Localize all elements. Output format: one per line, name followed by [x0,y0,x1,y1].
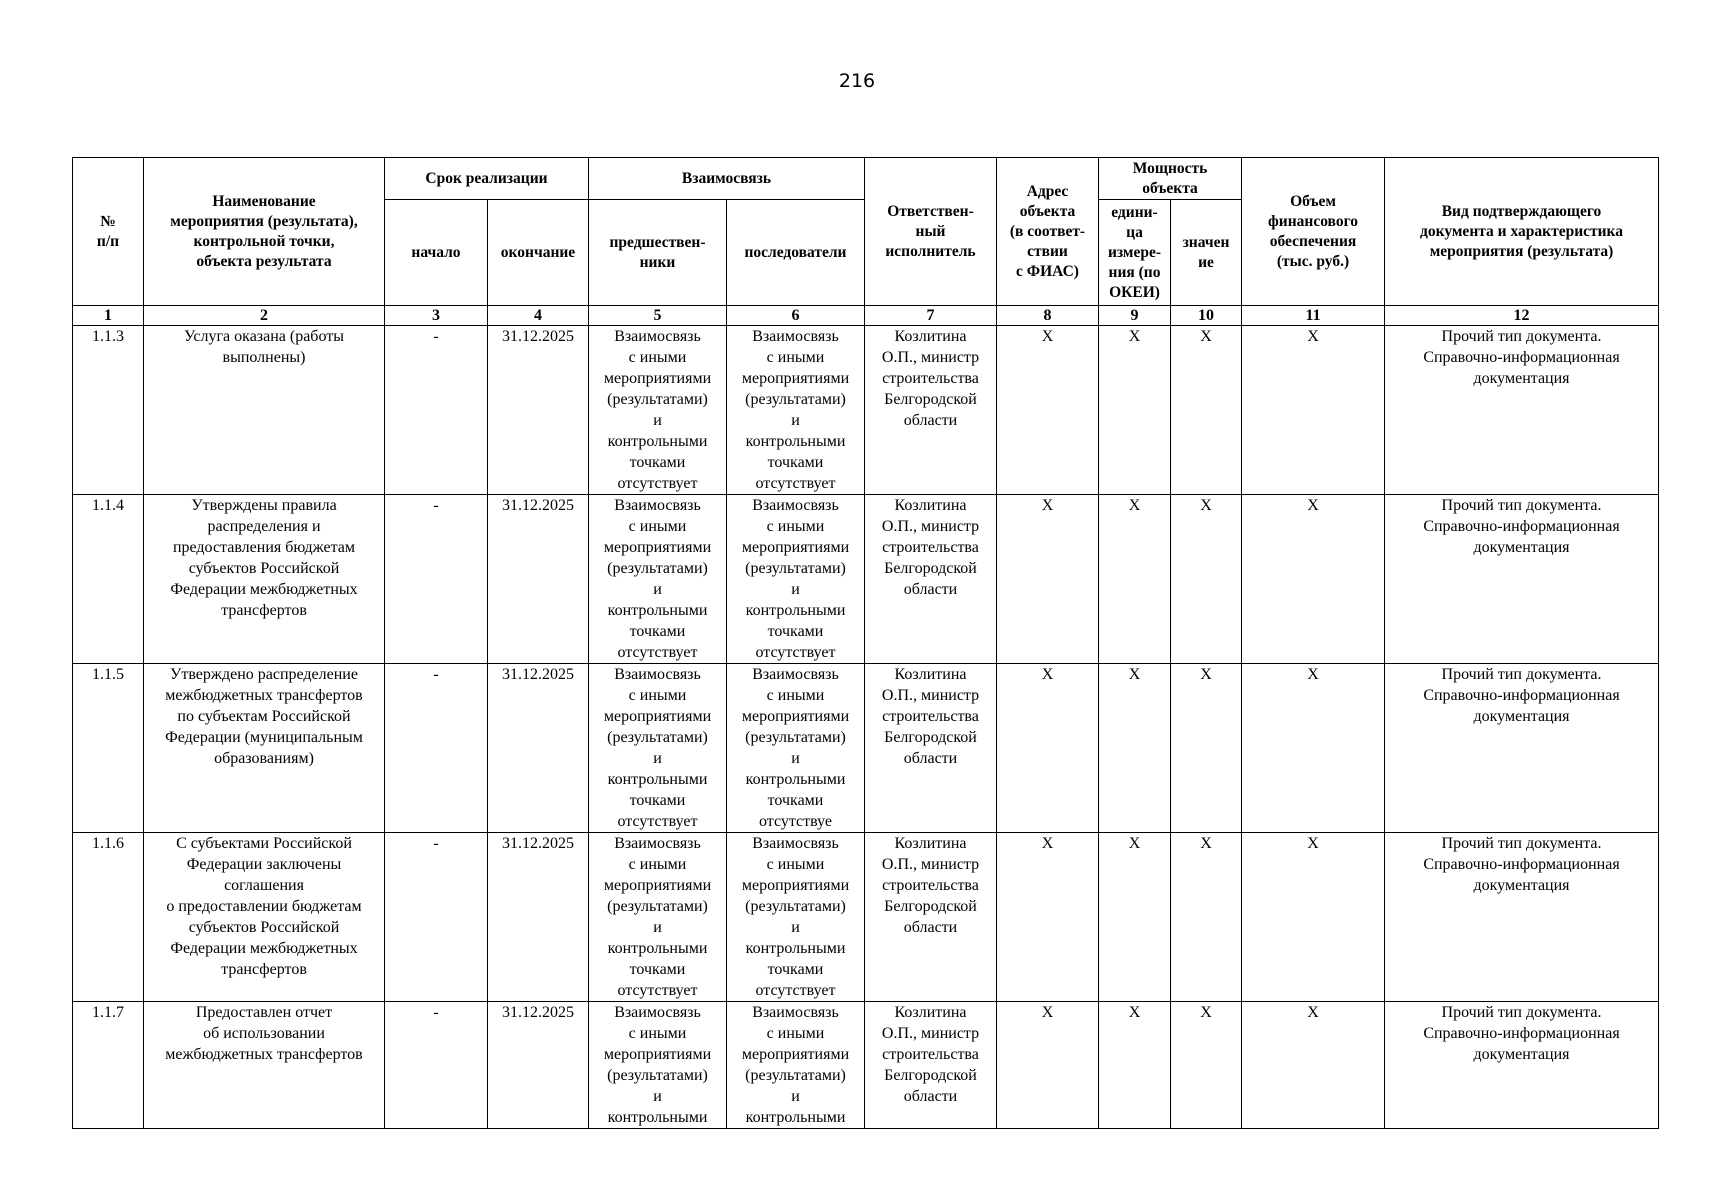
column-number: 5 [589,306,727,326]
column-number: 6 [727,306,865,326]
row-start: - [385,326,488,495]
row-value: X [1171,664,1242,833]
row-finance: X [1242,833,1385,1002]
header-finance: Объем финансового обеспечения (тыс. руб.) [1242,158,1385,306]
column-number: 4 [488,306,589,326]
row-doc: Прочий тип документа. Справочно-информационная документация [1385,1002,1659,1129]
row-end: 31.12.2025 [488,833,589,1002]
header-doc-type: Вид подтверждающего документа и характеристика мероприятия (результата) [1385,158,1659,306]
row-successors: Взаимосвязь с иными мероприятиями (результатами) и контрольными точками отсутствует [727,833,865,1002]
row-name: С субъектами Российской Федерации заключены соглашения о предоставлении бюджетам субъектов Российской Федерации межбюджетных трансфертов [144,833,385,1002]
row-doc: Прочий тип документа. Справочно-информационная документация [1385,833,1659,1002]
row-finance: X [1242,1002,1385,1129]
row-unit: X [1099,833,1171,1002]
row-num: 1.1.6 [73,833,144,1002]
row-address: X [997,326,1099,495]
row-successors: Взаимосвязь с иными мероприятиями (результатами) и контрольными точками отсутствуе [727,664,865,833]
column-number: 8 [997,306,1099,326]
row-responsible: Козлитина О.П., министр строительства Белгородской области [865,326,997,495]
column-number: 12 [1385,306,1659,326]
row-doc: Прочий тип документа. Справочно-информационная документация [1385,664,1659,833]
row-end: 31.12.2025 [488,1002,589,1129]
table-header [73,158,1659,306]
row-successors: Взаимосвязь с иными мероприятиями (результатами) и контрольными точками отсутствует [727,495,865,664]
row-name: Услуга оказана (работы выполнены) [144,326,385,495]
row-value: X [1171,833,1242,1002]
column-number: 2 [144,306,385,326]
row-predecessors: Взаимосвязь с иными мероприятиями (результатами) и контрольными точками отсутствует [589,326,727,495]
row-value: X [1171,1002,1242,1129]
header-relation-next: последователи [727,200,865,306]
table-row [73,495,1659,664]
row-name: Предоставлен отчет об использовании межбюджетных трансфертов [144,1002,385,1129]
row-end: 31.12.2025 [488,326,589,495]
row-address: X [997,833,1099,1002]
row-start: - [385,495,488,664]
row-name: Утверждены правила распределения и предоставления бюджетам субъектов Российской Федерации межбюджетных трансфертов [144,495,385,664]
header-term-end: окончание [488,200,589,306]
page-number: 216 [838,70,876,92]
column-numbers-row [73,306,1659,326]
row-finance: X [1242,664,1385,833]
row-start: - [385,1002,488,1129]
row-num: 1.1.7 [73,1002,144,1129]
row-doc: Прочий тип документа. Справочно-информационная документация [1385,326,1659,495]
row-address: X [997,664,1099,833]
row-address: X [997,495,1099,664]
table-row [73,664,1659,833]
table-row [73,1002,1659,1129]
row-responsible: Козлитина О.П., министр строительства Белгородской области [865,664,997,833]
header-address: Адрес объекта (в соответ- ствии с ФИАС) [997,158,1099,306]
row-unit: X [1099,1002,1171,1129]
row-unit: X [1099,664,1171,833]
column-number: 7 [865,306,997,326]
row-doc: Прочий тип документа. Справочно-информационная документация [1385,495,1659,664]
header-responsible: Ответствен- ный исполнитель [865,158,997,306]
row-predecessors: Взаимосвязь с иными мероприятиями (результатами) и контрольными точками отсутствует [589,833,727,1002]
header-num: № п/п [73,158,144,306]
row-num: 1.1.5 [73,664,144,833]
column-number: 9 [1099,306,1171,326]
row-predecessors: Взаимосвязь с иными мероприятиями (результатами) и контрольными [589,1002,727,1129]
row-name: Утверждено распределение межбюджетных трансфертов по субъектам Российской Федерации (муниципальным образованиям) [144,664,385,833]
row-unit: X [1099,326,1171,495]
row-responsible: Козлитина О.П., министр строительства Белгородской области [865,495,997,664]
header-name: Наименование мероприятия (результата), контрольной точки, объекта результата [144,158,385,306]
table-row [73,833,1659,1002]
table-row [73,326,1659,495]
row-finance: X [1242,326,1385,495]
row-end: 31.12.2025 [488,495,589,664]
header-capacity-value: значен ие [1171,200,1242,306]
header-relation-pred: предшествен- ники [589,200,727,306]
row-responsible: Козлитина О.П., министр строительства Белгородской области [865,1002,997,1129]
header-capacity-unit: едини- ца измере- ния (по ОКЕИ) [1099,200,1171,306]
row-value: X [1171,326,1242,495]
row-num: 1.1.4 [73,495,144,664]
row-num: 1.1.3 [73,326,144,495]
row-end: 31.12.2025 [488,664,589,833]
row-unit: X [1099,495,1171,664]
row-start: - [385,664,488,833]
header-term-start: начало [385,200,488,306]
activities-table [72,157,1659,1129]
row-start: - [385,833,488,1002]
column-number: 11 [1242,306,1385,326]
column-number: 1 [73,306,144,326]
header-relation: Взаимосвязь [589,158,865,200]
header-capacity: Мощность объекта [1099,158,1242,200]
row-finance: X [1242,495,1385,664]
row-predecessors: Взаимосвязь с иными мероприятиями (результатами) и контрольными точками отсутствует [589,495,727,664]
column-number: 10 [1171,306,1242,326]
row-value: X [1171,495,1242,664]
header-term: Срок реализации [385,158,589,200]
column-number: 3 [385,306,488,326]
row-address: X [997,1002,1099,1129]
row-responsible: Козлитина О.П., министр строительства Белгородской области [865,833,997,1002]
row-successors: Взаимосвязь с иными мероприятиями (результатами) и контрольными точками отсутствует [727,326,865,495]
row-predecessors: Взаимосвязь с иными мероприятиями (результатами) и контрольными точками отсутствует [589,664,727,833]
row-successors: Взаимосвязь с иными мероприятиями (результатами) и контрольными [727,1002,865,1129]
